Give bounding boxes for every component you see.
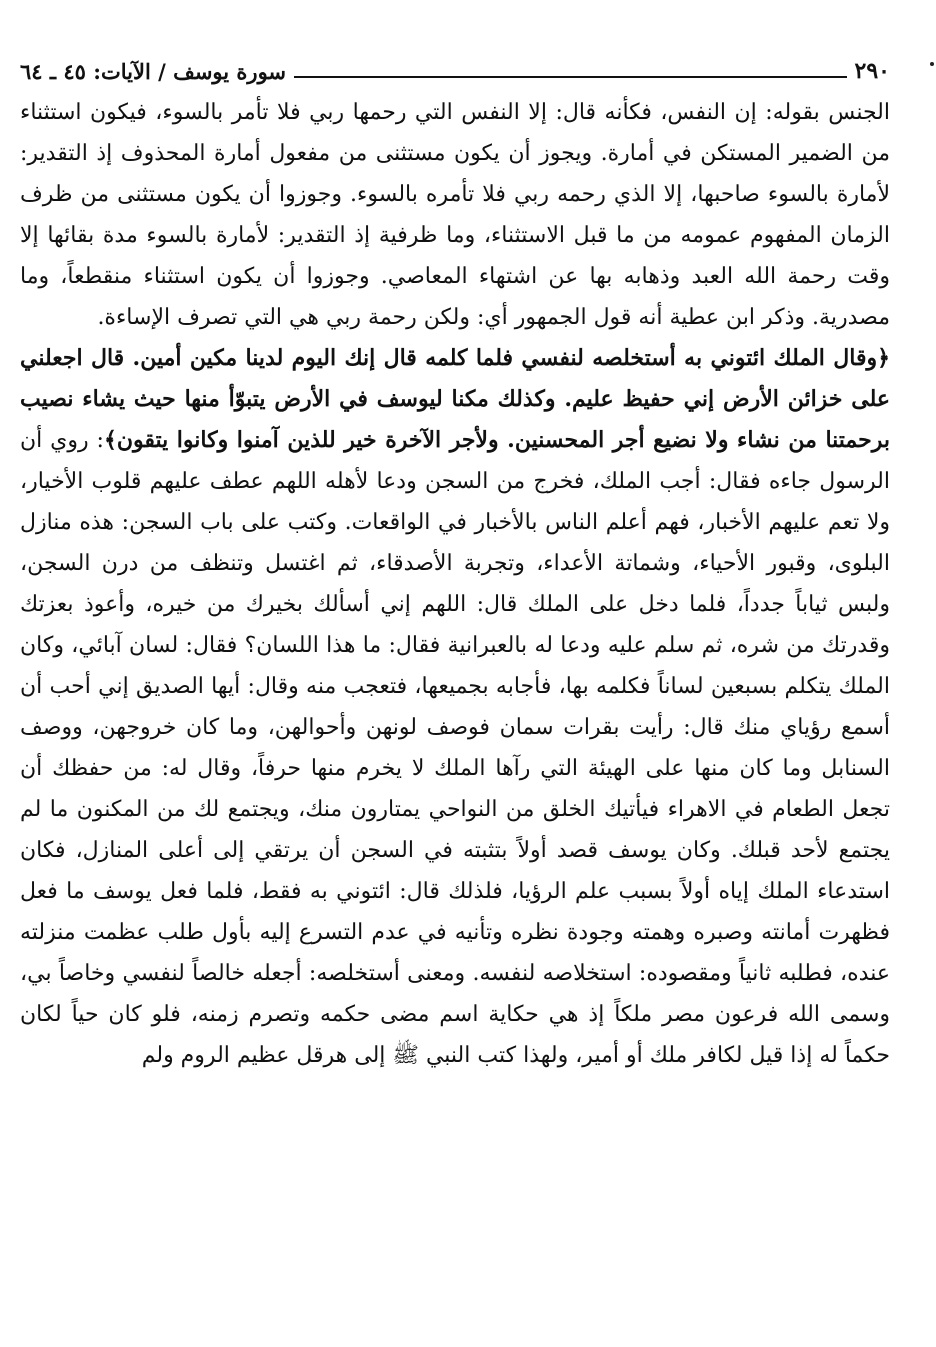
running-title: سورة يوسف / الآيات: ٤٥ ـ ٦٤ (20, 59, 287, 84)
page-number: ٢٩٠ (854, 58, 890, 84)
paragraph-verse-commentary (20, 338, 890, 1076)
page-body (20, 92, 890, 1076)
paragraph-intro: الجنس بقوله: إن النفس، فكأنه قال: إلا النفس التي رحمها ربي فلا تأمر بالسوء، فيكون استثناء من الضمير المستكن في أمارة. ويجوز أن يكون مستثنى من مفعول أمارة المحذوف إذ التقدير: لأمارة بالسوء صاحبها، إلا الذي رحمه ربي فلا تأمره بالسوء. وجوزوا أن يكون مستثنى من ظرف الزمان المفهوم عمومه من ما قبل الاستثناء، وما ظرفية إذ التقدير: لأمارة بالسوء مدة بقائها إلا وقت رحمة الله العبد وذهابه بها عن اشتهاء المعاصي. وجوزوا أن يكون استثناء منقطعاً، وما مصدرية. وذكر ابن عطية أنه قول الجمهور أي: ولكن رحمة ربي هي التي تصرف الإساءة. (20, 100, 890, 330)
header-rule (294, 76, 847, 78)
commentary-text: : روي أن الرسول جاءه فقال: أجب الملك، فخرج من السجن ودعا لأهله اللهم عطف عليهم قلوب الأخيار، ولا تعم عليهم الأخبار، فهم أعلم الناس بالأخبار في الواقعات. وكتب على باب السجن: هذه منازل البلوى، وقبور الأحياء، وشماتة الأعداء، وتجربة الأصدقاء، ثم اغتسل وتنظف من درن السجن، ولبس ثياباً جدداً، فلما دخل على الملك قال: اللهم إني أسألك بخيرك من خيره، وأعوذ بعزتك وقدرتك من شره، ثم سلم عليه ودعا له بالعبرانية فقال: ما هذا اللسان؟ فقال: لسان آبائي، وكان الملك يتكلم بسبعين لساناً فكلمه بها، فأجابه بجميعها، فتعجب منه وقال: أيها الصديق إني أحب أن أسمع رؤياي منك قال: رأيت بقرات سمان فوصف لونهن وأحوالهن، وما كان خروجهن، ووصف السنابل وما كان منها على الهيئة التي رآها الملك لا يخرم منها حرفاً، وقال له: من حفظك أن تجعل الطعام في الاهراء فيأتيك الخلق من النواحي يمتارون منك، ويجتمع لك من المكنون ما لم يجتمع لأحد قبلك. وكان يوسف قصد أولاً بتثبته في السجن أن يرتقي إلى أعلى المنازل، فكان استدعاء الملك إياه أولاً بسبب علم الرؤيا، فلذلك قال: ائتوني به فقط، فلما فعل يوسف ما فعل فظهرت أمانته وصبره وهمته وجودة نظره وتأنيه في عدم التسرع إليه بأول طلب عظمت منزلته عنده، فطلبه ثانياً ومقصوده: استخلاصه لنفسه. ومعنى أستخلصه: أجعله خالصاً لنفسي وخاصاً بي، وسمى الله فرعون مصر ملكاً إذ هي حكاية اسم مضى حكمه وتصرم زمنه، فلو كان حياً لكان حكماً له إذا قيل لكافر ملك أو أمير، ولهذا كتب النبي ﷺ إلى هرقل عظيم الروم ولم (20, 428, 890, 1068)
page-header (20, 50, 890, 84)
page-edge-mark (930, 62, 934, 66)
book-page (20, 50, 890, 1076)
quran-verse: ﴿وقال الملك ائتوني به أستخلصه لنفسي فلما كلمه قال إنك اليوم لدينا مكين أمين. قال اجعلني على خزائن الأرض إني حفيظ عليم. وكذلك مكنا ليوسف في الأرض يتبوّأ منها حيث يشاء نصيب برحمتنا من نشاء ولا نضيع أجر المحسنين. ولأجر الآخرة خير للذين آمنوا وكانوا يتقون﴾ (20, 345, 891, 453)
